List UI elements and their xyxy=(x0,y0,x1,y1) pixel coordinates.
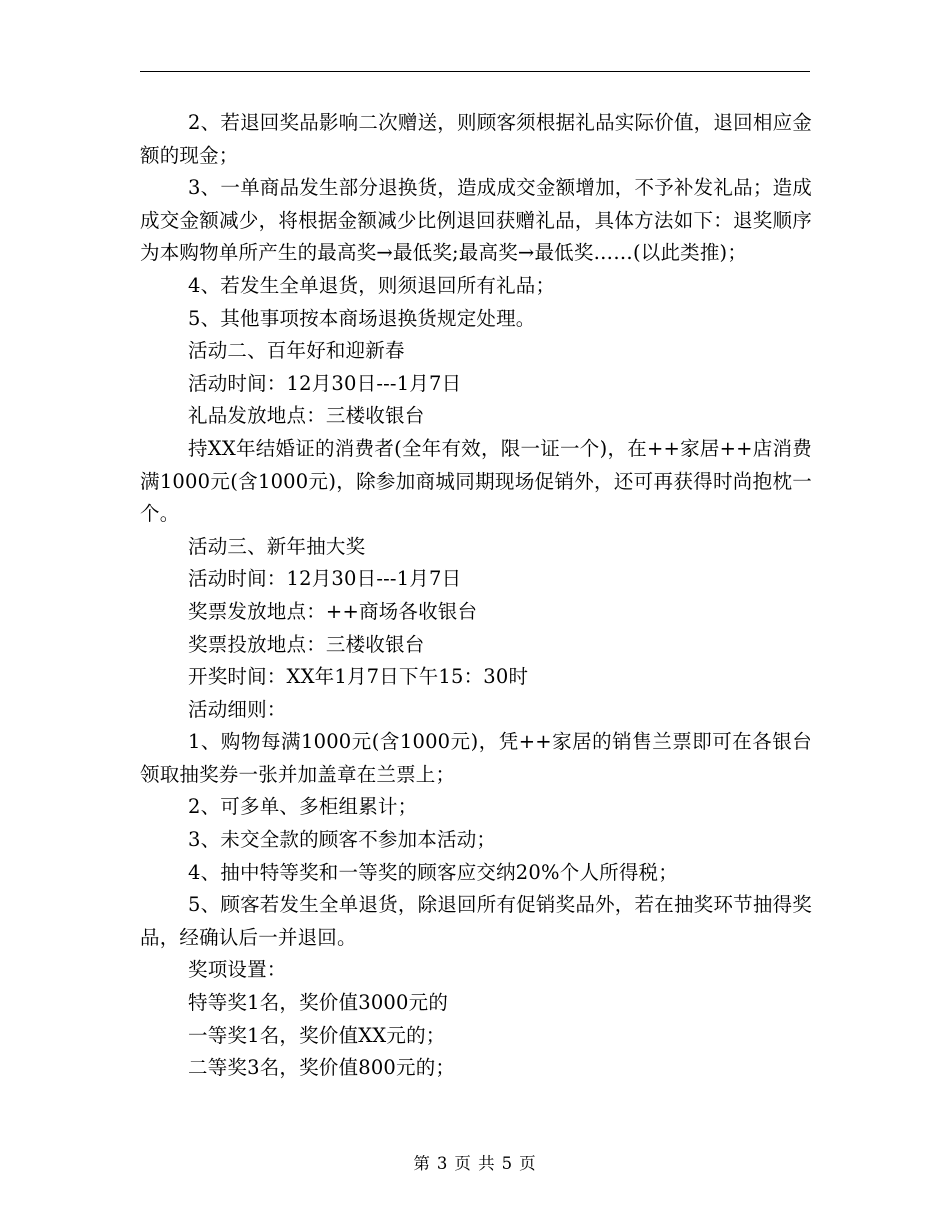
ticket-issue-location: 奖票发放地点：++商场各收银台 xyxy=(188,599,478,623)
activity-two-time: 活动时间：12月30日---1月7日 xyxy=(188,371,462,395)
draw-time: 开奖时间：XX年1月7日下午15：30时 xyxy=(188,665,529,689)
paragraph-return-gift-value: 2、若退回奖品影响二次赠送，则顾客须根据礼品实际价值，退回相应金额的现金； xyxy=(140,111,812,167)
page-footer xyxy=(0,1153,950,1175)
paragraph-full-return: 4、若发生全单退货，则须退回所有礼品； xyxy=(188,273,556,297)
rule-item-1: 1、购物每满1000元(含1000元)，凭++家居的销售兰票即可在各银台领取抽奖券一张并加盖章在兰票上； xyxy=(140,730,812,786)
rule-item-5: 5、顾客若发生全单退货，除退回所有促销奖品外，若在抽奖环节抽得奖品，经确认后一并退回。 xyxy=(140,893,812,949)
footer-total-pages: 5 xyxy=(501,1154,514,1173)
footer-prefix: 第 xyxy=(413,1154,431,1173)
prize-second: 二等奖3名，奖价值800元的； xyxy=(188,1056,456,1080)
activity-three-title: 活动三、新年抽大奖 xyxy=(188,534,366,558)
activity-two-description: 持XX年结婚证的消费者(全年有效，限一证一个)，在++家居++店消费满1000元(含1000元)，除参加商城同期现场促销外，还可再获得时尚抱枕一个。 xyxy=(140,436,812,526)
rule-item-4: 4、抽中特等奖和一等奖的顾客应交纳20%个人所得税； xyxy=(188,860,678,884)
activity-two-location: 礼品发放地点：三楼收银台 xyxy=(188,404,425,428)
prizes-heading: 奖项设置： xyxy=(188,958,287,982)
footer-page-number: 3 xyxy=(436,1154,449,1173)
footer-middle: 页 共 xyxy=(454,1154,496,1173)
header-rule xyxy=(140,71,810,72)
paragraph-partial-return: 3、一单商品发生部分退换货，造成成交金额增加，不予补发礼品；造成成交金额减少，将根据金额减少比例退回获赠礼品，具体方法如下：退奖顺序为本购物单所产生的最高奖→最低奖;最高奖→最低奖……(以此类推)； xyxy=(140,176,812,265)
body-text xyxy=(140,107,812,1085)
activity-three-time: 活动时间：12月30日---1月7日 xyxy=(188,567,462,591)
footer-suffix: 页 xyxy=(519,1154,537,1173)
ticket-drop-location: 奖票投放地点：三楼收银台 xyxy=(188,632,425,656)
prize-grand: 特等奖1名，奖价值3000元的 xyxy=(188,991,449,1015)
activity-two-title: 活动二、百年好和迎新春 xyxy=(188,339,405,363)
prize-first: 一等奖1名，奖价值XX元的； xyxy=(188,1023,446,1047)
rule-item-3: 3、未交全款的顾客不参加本活动； xyxy=(188,828,497,852)
paragraph-other-matters: 5、其他事项按本商场退换货规定处理。 xyxy=(188,306,536,330)
rules-heading: 活动细则： xyxy=(188,697,287,721)
rule-item-2: 2、可多单、多柜组累计； xyxy=(188,795,418,819)
